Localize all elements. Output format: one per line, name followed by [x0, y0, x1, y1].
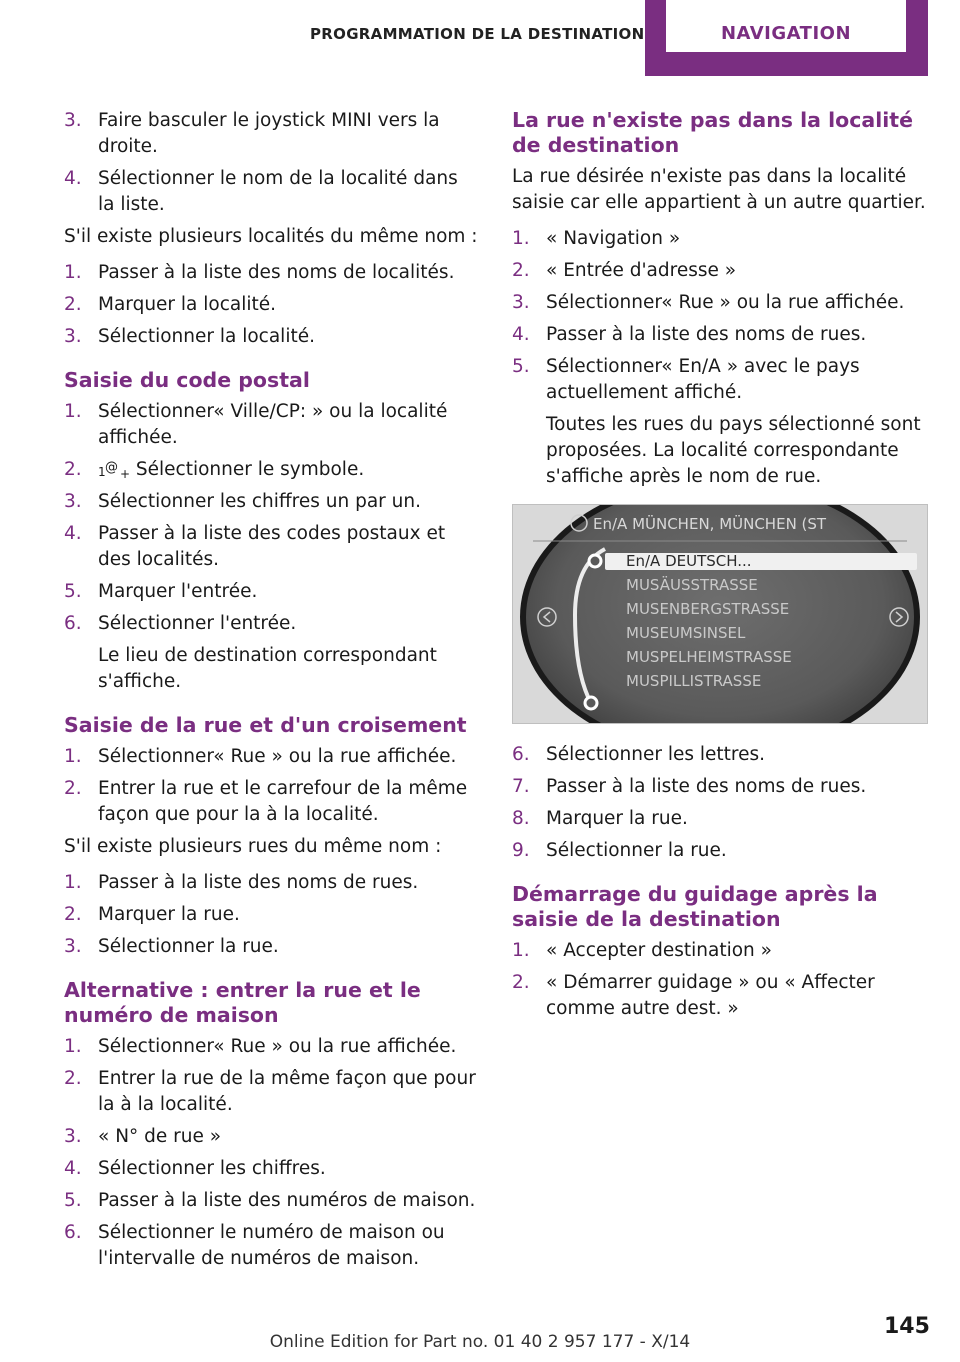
list-item: 2. 1 @ + Sélectionner le symbole.: [64, 459, 365, 481]
list-item: 1. « Navigation »: [512, 228, 681, 249]
list-item: 1. Sélectionner« Rue » ou la rue affichée.: [64, 746, 457, 767]
list-item: 3. Sélectionner la localité.: [64, 326, 315, 347]
list-item: 4. Sélectionner le nom de la localité dans la liste.: [64, 168, 458, 215]
list-item: 1. Passer à la liste des noms de localités.: [64, 262, 455, 283]
list-item: 2. Entrer la rue de la même façon que pour la à la localité.: [64, 1068, 476, 1115]
footer-edition: Online Edition for Part no. 01 40 2 957 177 - X/14: [269, 1332, 691, 1352]
list-item: 4. Passer à la liste des noms de rues.: [512, 324, 867, 345]
list-item: 3. Sélectionner les chiffres un par un.: [64, 491, 422, 512]
section-heading-guidance: Démarrage du guidage après la saisie de la destination: [512, 882, 878, 931]
list-item: 3. Sélectionner la rue.: [64, 936, 279, 957]
list-item: 5. Passer à la liste des numéros de maison.: [64, 1190, 476, 1211]
list-entry: MUSEUMSINSEL: [626, 624, 746, 642]
list-item: 2. « Démarrer guidage » ou « Affecter comme autre dest. »: [512, 972, 875, 1019]
svg-text:@: @: [105, 460, 118, 475]
list-entry: MUSPELHEIMSTRASSE: [626, 648, 792, 666]
list-item: 7. Passer à la liste des noms de rues.: [512, 776, 867, 797]
right-column: [512, 108, 932, 1028]
selection-knob-icon: [589, 555, 601, 567]
chapter-tab-label: NAVIGATION: [720, 23, 852, 44]
section-heading-house-number: Alternative : entrer la rue et le numéro de maison: [64, 978, 421, 1027]
svg-text:+: +: [120, 467, 130, 481]
section-heading-missing-street: La rue n'existe pas dans la localité de destination: [512, 108, 913, 157]
list-item: 3. Sélectionner« Rue » ou la rue affichée.: [512, 292, 905, 313]
paragraph: La rue désirée n'existe pas dans la localité saisie car elle appartient à un autre quartier.: [512, 166, 926, 213]
list-item: 1. Sélectionner« Ville/CP: » ou la localité affichée.: [64, 401, 448, 448]
section-heading-postal: Saisie du code postal: [64, 368, 310, 392]
step-note: Toutes les rues du pays sélectionné sont proposées. La localité correspondante s'affiche après le nom de rue.: [546, 414, 921, 487]
list-entry: MUSÄUSSTRASSE: [626, 576, 758, 594]
step-note: Le lieu de destination correspondant s'affiche.: [98, 645, 437, 692]
list-item: 6. Sélectionner l'entrée.: [64, 613, 297, 634]
running-header: PROGRAMMATION DE LA DESTINATION: [310, 25, 645, 43]
page-number: 145: [884, 1314, 930, 1339]
list-item: 2. Entrer la rue et le carrefour de la même façon que pour la à la localité.: [64, 778, 468, 825]
control-display-screenshot: [512, 504, 928, 724]
list-item: 2. Marquer la rue.: [64, 904, 240, 925]
paragraph: S'il existe plusieurs rues du même nom :: [64, 836, 442, 857]
list-item: 2. « Entrée d'adresse »: [512, 260, 737, 281]
list-item: 6. Sélectionner les lettres.: [512, 744, 766, 765]
list-item: 6. Sélectionner le numéro de maison ou l'intervalle de numéros de maison.: [64, 1222, 445, 1269]
screen-header: En/A MÜNCHEN, MÜNCHEN (ST: [593, 515, 827, 533]
postcode-symbol-icon: [98, 459, 130, 481]
list-item: 5. Marquer l'entrée.: [64, 581, 258, 602]
list-item: 1. Passer à la liste des noms de rues.: [64, 872, 419, 893]
list-item: 4. Sélectionner les chiffres.: [64, 1158, 326, 1179]
list-item: 1. « Accepter destination »: [512, 940, 772, 961]
scroll-end-icon: [585, 697, 597, 709]
list-item: 4. Passer à la liste des codes postaux et des localités.: [64, 523, 446, 570]
list-item: 9. Sélectionner la rue.: [512, 840, 727, 861]
list-item: 5. Sélectionner« En/A » avec le pays actuellement affiché.: [512, 356, 860, 403]
list-item: 1. Sélectionner« Rue » ou la rue affichée.: [64, 1036, 457, 1057]
selected-entry: En/A DEUTSCH...: [626, 552, 752, 570]
navigation-display: [513, 505, 927, 723]
list-item: 2. Marquer la localité.: [64, 294, 277, 315]
left-column: [64, 108, 480, 1278]
list-item: 3. « N° de rue »: [64, 1126, 222, 1147]
svg-text:1: 1: [98, 465, 106, 479]
list-item: 3. Faire basculer le joystick MINI vers la droite.: [64, 110, 440, 157]
list-entry: MUSPILLISTRASSE: [626, 672, 762, 690]
section-heading-street: Saisie de la rue et d'un croisement: [64, 713, 467, 737]
list-item: 8. Marquer la rue.: [512, 808, 688, 829]
list-entry: MUSENBERGSTRASSE: [626, 600, 790, 618]
paragraph: S'il existe plusieurs localités du même nom :: [64, 226, 478, 247]
